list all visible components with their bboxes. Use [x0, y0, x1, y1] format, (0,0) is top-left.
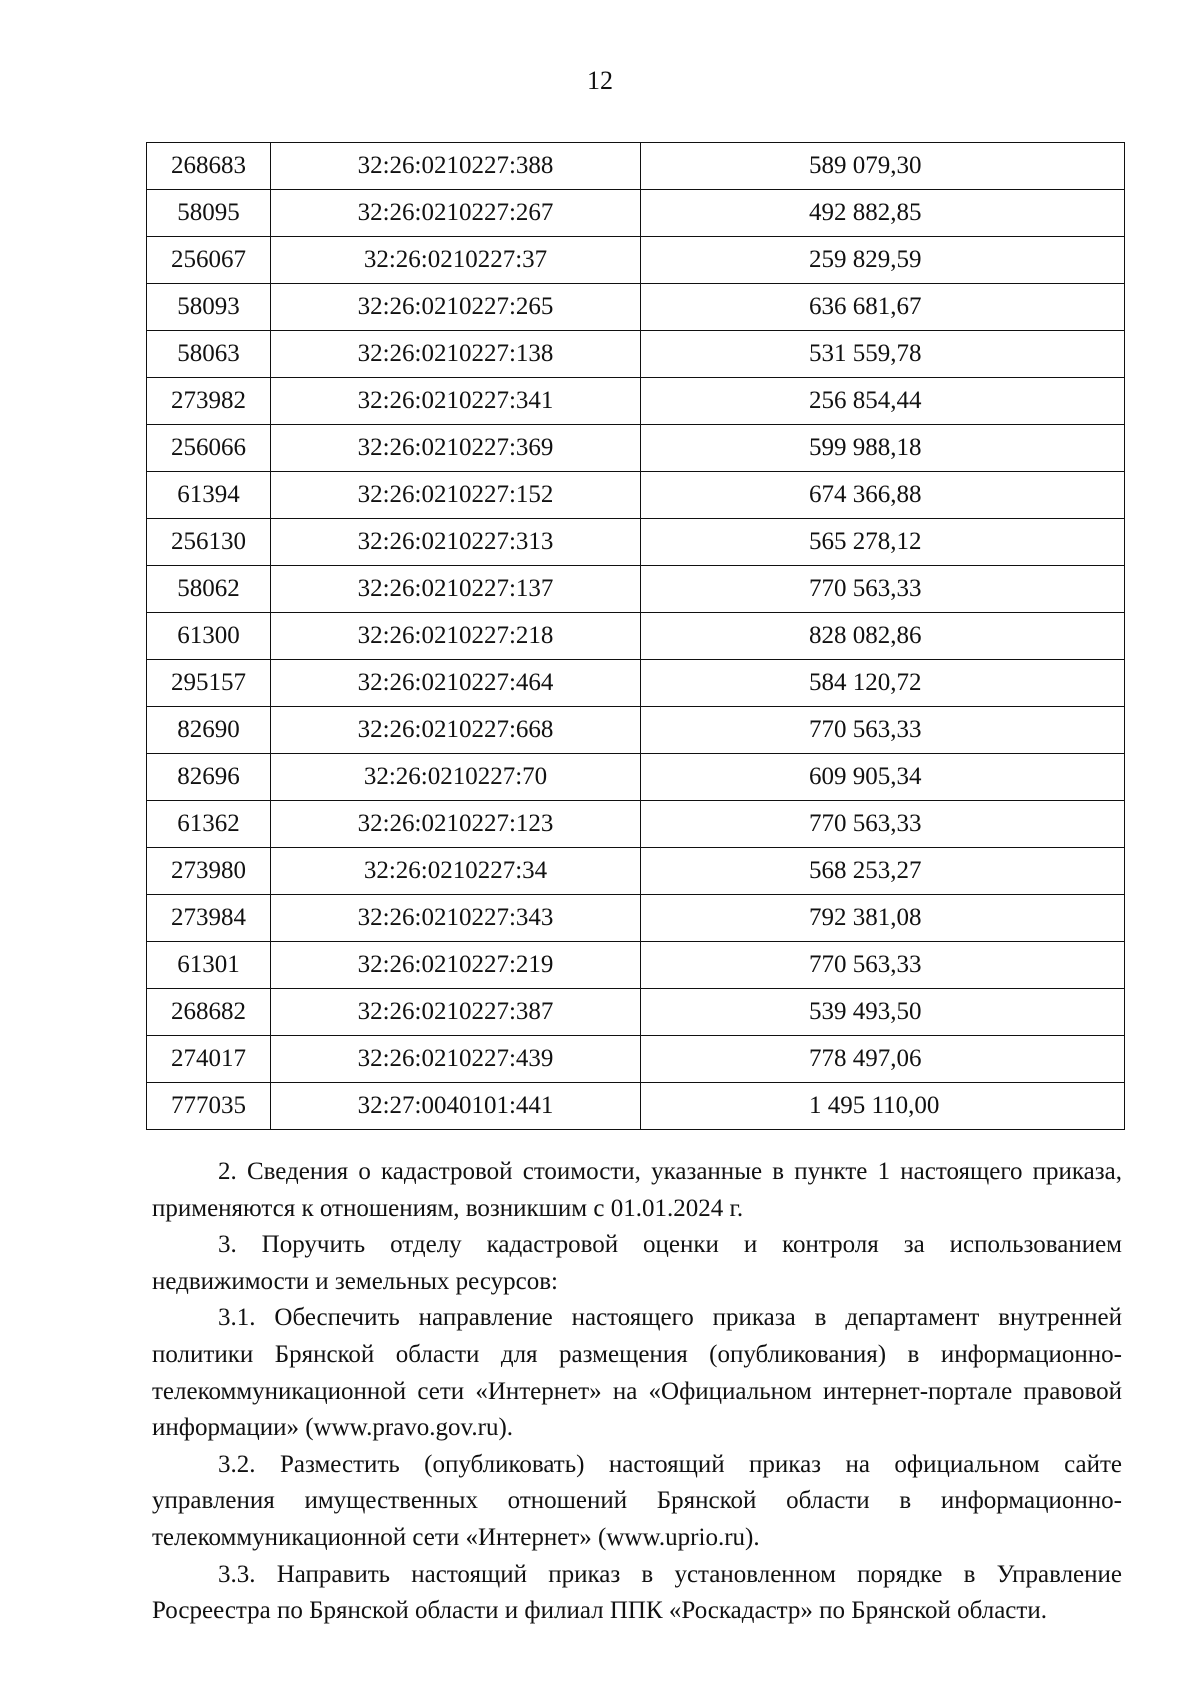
paragraph-3-3: 3.3. Направить настоящий приказ в установленном порядке в Управление Росреестра по Брянской области и филиал ППК «Роскадастр» по Брянской области.: [152, 1560, 1122, 1625]
table-row: [147, 472, 1125, 519]
row-id-cell: 256066: [147, 425, 271, 472]
cadastral-number-cell: 32:26:0210227:138: [271, 331, 641, 378]
cadastral-number-cell: 32:26:0210227:219: [271, 942, 641, 989]
cadastral-number-cell: 32:26:0210227:70: [271, 754, 641, 801]
row-id-cell: 58093: [147, 284, 271, 331]
cadastral-value-table: [146, 142, 1125, 1130]
table-row: [147, 707, 1125, 754]
cadastral-value-cell: 531 559,78: [641, 331, 1125, 378]
table-row: [147, 895, 1125, 942]
row-id-cell: 61362: [147, 801, 271, 848]
cadastral-value-cell: 636 681,67: [641, 284, 1125, 331]
table-row: [147, 143, 1125, 190]
cadastral-number-cell: 32:26:0210227:343: [271, 895, 641, 942]
row-id-cell: 58063: [147, 331, 271, 378]
cadastral-value-cell: 584 120,72: [641, 660, 1125, 707]
paragraph-3: 3. Поручить отделу кадастровой оценки и контроля за использованием недвижимости и земельных ресурсов:: [152, 1231, 1122, 1295]
cadastral-value-cell: 568 253,27: [641, 848, 1125, 895]
cadastral-value-cell: 589 079,30: [641, 143, 1125, 190]
body-text: [152, 1154, 1122, 1630]
cadastral-value-cell: 770 563,33: [641, 707, 1125, 754]
table-row: [147, 378, 1125, 425]
table-row: [147, 754, 1125, 801]
cadastral-number-cell: 32:26:0210227:34: [271, 848, 641, 895]
cadastral-number-cell: 32:26:0210227:265: [271, 284, 641, 331]
table-row: [147, 660, 1125, 707]
cadastral-value-cell: 259 829,59: [641, 237, 1125, 284]
table-row: [147, 331, 1125, 378]
cadastral-number-cell: 32:26:0210227:369: [271, 425, 641, 472]
cadastral-value-cell: 599 988,18: [641, 425, 1125, 472]
cadastral-value-cell: 256 854,44: [641, 378, 1125, 425]
table-row: [147, 1083, 1125, 1130]
cadastral-value-cell: 565 278,12: [641, 519, 1125, 566]
cadastral-number-cell: 32:26:0210227:137: [271, 566, 641, 613]
row-id-cell: 256067: [147, 237, 271, 284]
cadastral-value-cell: 778 497,06: [641, 1036, 1125, 1083]
table-row: [147, 613, 1125, 660]
cadastral-value-cell: 828 082,86: [641, 613, 1125, 660]
table-row: [147, 801, 1125, 848]
cadastral-value-cell: 770 563,33: [641, 942, 1125, 989]
row-id-cell: 274017: [147, 1036, 271, 1083]
paragraph-2: 2. Сведения о кадастровой стоимости, указанные в пункте 1 настоящего приказа, применяются к отношениям, возникшим с 01.01.2024 г.: [152, 1158, 1122, 1222]
cadastral-number-cell: 32:26:0210227:668: [271, 707, 641, 754]
cadastral-number-cell: 32:26:0210227:123: [271, 801, 641, 848]
cadastral-number-cell: 32:26:0210227:37: [271, 237, 641, 284]
cadastral-number-cell: 32:26:0210227:152: [271, 472, 641, 519]
table-row: [147, 425, 1125, 472]
row-id-cell: 58062: [147, 566, 271, 613]
cadastral-value-cell: 539 493,50: [641, 989, 1125, 1036]
row-id-cell: 273984: [147, 895, 271, 942]
table-body: [147, 143, 1125, 1130]
cadastral-value-cell: 792 381,08: [641, 895, 1125, 942]
row-id-cell: 268683: [147, 143, 271, 190]
cadastral-number-cell: 32:27:0040101:441: [271, 1083, 641, 1130]
row-id-cell: 777035: [147, 1083, 271, 1130]
cadastral-value-cell: 609 905,34: [641, 754, 1125, 801]
cadastral-number-cell: 32:26:0210227:388: [271, 143, 641, 190]
cadastral-value-cell: 770 563,33: [641, 566, 1125, 613]
cadastral-value-cell: 492 882,85: [641, 190, 1125, 237]
table-row: [147, 942, 1125, 989]
table-row: [147, 566, 1125, 613]
paragraph-3-1: 3.1. Обеспечить направление настоящего приказа в департамент внутренней политики Брянской области для размещения (опубликования) в информационно-телекоммуникационной сети «Интернет» на «Официальном интернет-портале правовой информации» (www.pravo.gov.ru).: [152, 1304, 1122, 1442]
row-id-cell: 61301: [147, 942, 271, 989]
table-row: [147, 284, 1125, 331]
cadastral-value-cell: 770 563,33: [641, 801, 1125, 848]
table-row: [147, 848, 1125, 895]
cadastral-number-cell: 32:26:0210227:464: [271, 660, 641, 707]
row-id-cell: 58095: [147, 190, 271, 237]
row-id-cell: 82696: [147, 754, 271, 801]
cadastral-number-cell: 32:26:0210227:387: [271, 989, 641, 1036]
paragraph-3-2: 3.2. Разместить (опубликовать) настоящий приказ на официальном сайте управления имущественных отношений Брянской области в информационно-телекоммуникационной сети «Интернет» (www.uprio.ru).: [152, 1450, 1122, 1551]
table-row: [147, 989, 1125, 1036]
row-id-cell: 82690: [147, 707, 271, 754]
table-row: [147, 1036, 1125, 1083]
row-id-cell: 295157: [147, 660, 271, 707]
row-id-cell: 61394: [147, 472, 271, 519]
page-number: 12: [587, 66, 613, 95]
cadastral-number-cell: 32:26:0210227:341: [271, 378, 641, 425]
table-row: [147, 237, 1125, 284]
table-row: [147, 190, 1125, 237]
cadastral-number-cell: 32:26:0210227:439: [271, 1036, 641, 1083]
cadastral-number-cell: 32:26:0210227:267: [271, 190, 641, 237]
cadastral-value-cell: 674 366,88: [641, 472, 1125, 519]
cadastral-number-cell: 32:26:0210227:218: [271, 613, 641, 660]
cadastral-value-cell: 1 495 110,00: [641, 1083, 1125, 1130]
cadastral-number-cell: 32:26:0210227:313: [271, 519, 641, 566]
row-id-cell: 268682: [147, 989, 271, 1036]
row-id-cell: 273980: [147, 848, 271, 895]
row-id-cell: 256130: [147, 519, 271, 566]
row-id-cell: 273982: [147, 378, 271, 425]
table-row: [147, 519, 1125, 566]
row-id-cell: 61300: [147, 613, 271, 660]
